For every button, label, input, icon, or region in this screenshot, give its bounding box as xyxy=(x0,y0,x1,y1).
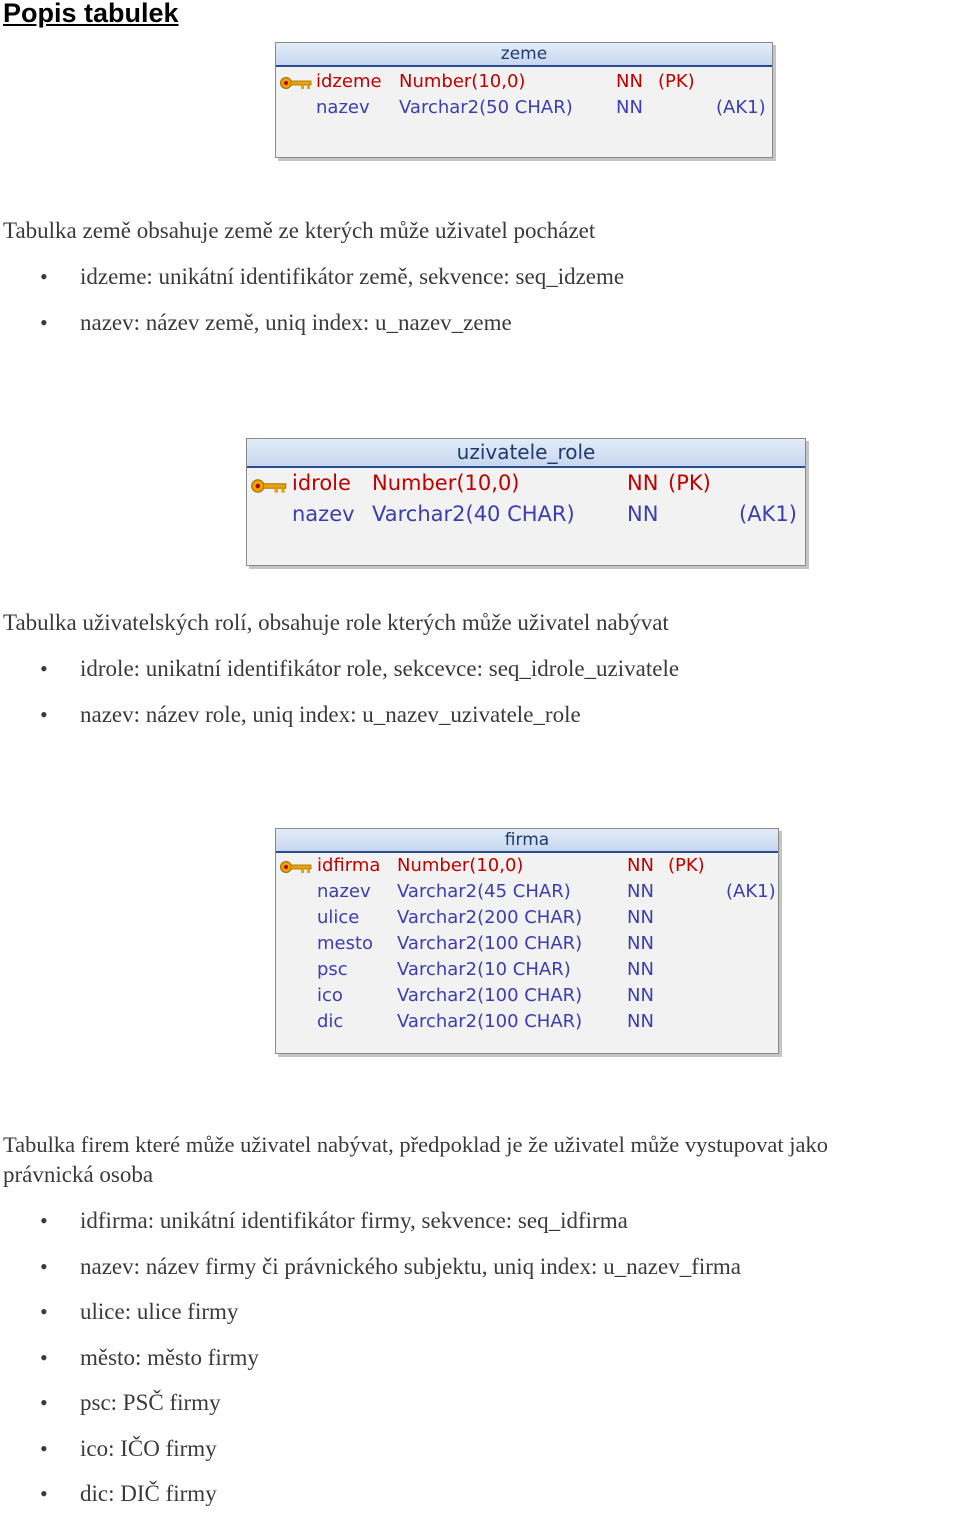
page-title: Popis tabulek xyxy=(3,0,179,28)
er-table-title: firma xyxy=(276,829,778,853)
column-nn: NN xyxy=(616,71,643,92)
key-icon xyxy=(279,860,313,874)
column-name: nazev xyxy=(316,97,370,118)
column-key: (PK) xyxy=(668,855,705,876)
column-type: Varchar2(100 CHAR) xyxy=(397,933,583,954)
column-key: (AK1) xyxy=(739,502,797,526)
table-description: Tabulka země obsahuje země ze kterých může uživatel pocházet xyxy=(3,218,596,243)
column-nn: NN xyxy=(627,1011,654,1032)
column-name: idrole xyxy=(292,471,351,495)
er-table-zeme xyxy=(275,42,773,158)
column-name: ico xyxy=(317,985,343,1006)
column-type: Number(10,0) xyxy=(399,71,526,92)
key-icon xyxy=(250,478,288,494)
column-name: psc xyxy=(317,959,348,980)
er-column-row xyxy=(276,959,778,985)
column-nn: NN xyxy=(627,471,659,495)
column-name: idfirma xyxy=(317,855,381,876)
column-key: (PK) xyxy=(658,71,695,92)
column-key: (PK) xyxy=(668,471,711,495)
er-column-row xyxy=(247,471,805,501)
er-table-title: uzivatele_role xyxy=(247,439,805,468)
er-column-row xyxy=(276,933,778,959)
column-nn: NN xyxy=(627,933,654,954)
er-column-row xyxy=(276,855,778,881)
column-type: Varchar2(40 CHAR) xyxy=(372,502,575,526)
column-type: Varchar2(200 CHAR) xyxy=(397,907,583,928)
column-key: (AK1) xyxy=(716,97,766,118)
er-column-row xyxy=(276,985,778,1011)
column-name: mesto xyxy=(317,933,374,954)
column-type: Varchar2(45 CHAR) xyxy=(397,881,571,902)
column-key: (AK1) xyxy=(726,881,776,902)
key-icon xyxy=(279,76,313,90)
er-table-uzivatele-role xyxy=(246,438,806,566)
column-nn: NN xyxy=(627,907,654,928)
column-type: Varchar2(100 CHAR) xyxy=(397,985,583,1006)
er-table-title: zeme xyxy=(276,43,772,67)
er-column-row xyxy=(276,71,772,97)
description-line: právnická osoba xyxy=(3,1162,154,1187)
column-nn: NN xyxy=(627,881,654,902)
description-line: Tabulka firem které může uživatel nabývat, předpoklad je že uživatel může vystupovat jako xyxy=(3,1132,828,1157)
column-type: Number(10,0) xyxy=(372,471,520,495)
column-nn: NN xyxy=(627,502,659,526)
column-name: dic xyxy=(317,1011,344,1032)
column-nn: NN xyxy=(627,959,654,980)
er-column-row xyxy=(276,97,772,123)
column-name: nazev xyxy=(317,881,371,902)
table-description xyxy=(3,1130,828,1190)
column-nn: NN xyxy=(616,97,643,118)
column-nn: NN xyxy=(627,985,654,1006)
column-type: Varchar2(100 CHAR) xyxy=(397,1011,583,1032)
table-description: Tabulka uživatelských rolí, obsahuje role kterých může uživatel nabývat xyxy=(3,610,669,635)
column-name: idzeme xyxy=(316,71,382,92)
er-column-row xyxy=(276,1011,778,1037)
er-column-row xyxy=(276,907,778,933)
column-type: Varchar2(50 CHAR) xyxy=(399,97,573,118)
er-column-row xyxy=(247,502,805,532)
er-table-firma xyxy=(275,828,779,1054)
column-type: Number(10,0) xyxy=(397,855,524,876)
er-column-row xyxy=(276,881,778,907)
column-type: Varchar2(10 CHAR) xyxy=(397,959,571,980)
column-nn: NN xyxy=(627,855,654,876)
column-name: ulice xyxy=(317,907,360,928)
column-name: nazev xyxy=(292,502,355,526)
